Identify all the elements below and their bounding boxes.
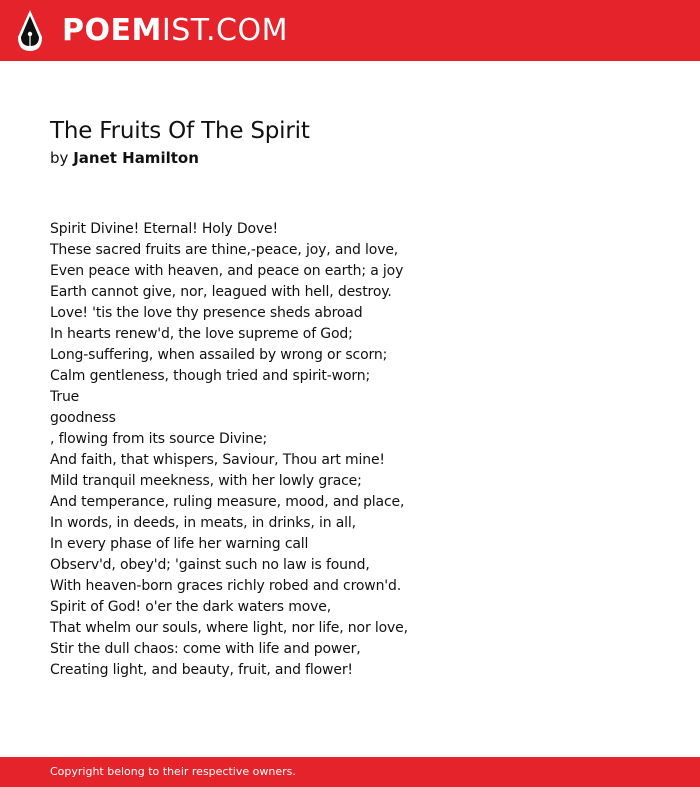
- poem-line: Stir the dull chaos: come with life and power,: [50, 641, 361, 657]
- poem-line: Creating light, and beauty, fruit, and flower!: [50, 662, 353, 678]
- by-label: by: [50, 149, 69, 167]
- poem-line: Love! 'tis the love thy presence sheds abroad: [50, 305, 363, 321]
- poem-line: Even peace with heaven, and peace on earth; a joy: [50, 263, 404, 279]
- poem-line: Spirit of God! o'er the dark waters move,: [50, 599, 332, 615]
- poem-line: In hearts renew'd, the love supreme of God;: [50, 326, 353, 342]
- poem-line: Long-suffering, when assailed by wrong or scorn;: [50, 347, 388, 363]
- site-footer: [0, 757, 700, 787]
- site-header: [0, 0, 700, 61]
- poem-line: Observ'd, obey'd; 'gainst such no law is found,: [50, 557, 370, 573]
- poem-line: And faith, that whispers, Saviour, Thou art mine!: [50, 452, 385, 468]
- poem-line: Spirit Divine! Eternal! Holy Dove!: [50, 221, 278, 237]
- poem-line: With heaven-born graces richly robed and crown'd.: [50, 578, 402, 594]
- poem-line: In every phase of life her warning call: [50, 536, 309, 552]
- poem-line: In words, in deeds, in meats, in drinks, in all,: [50, 515, 356, 531]
- poem-line: True: [50, 389, 80, 405]
- poem-line: Mild tranquil meekness, with her lowly grace;: [50, 473, 362, 489]
- copyright-text: Copyright belong to their respective owners.: [50, 765, 296, 778]
- poem-line: Earth cannot give, nor, leagued with hell, destroy.: [50, 284, 392, 300]
- pen-nib-icon[interactable]: [17, 10, 43, 51]
- brand-name-light: IST.COM: [161, 13, 288, 48]
- poem-line: goodness: [50, 410, 116, 426]
- poem-body: [50, 219, 408, 681]
- author-name: Janet Hamilton: [73, 149, 199, 167]
- poem-line: And temperance, ruling measure, mood, and place,: [50, 494, 405, 510]
- poem-byline: [50, 148, 199, 168]
- poem-line: That whelm our souls, where light, nor life, nor love,: [50, 620, 408, 636]
- poem-line: These sacred fruits are thine,-peace, joy, and love,: [50, 242, 399, 258]
- brand-name-bold: POEM: [62, 13, 162, 48]
- site-logo-link[interactable]: [62, 11, 288, 51]
- poem-line: , flowing from its source Divine;: [50, 431, 268, 447]
- poem-title: The Fruits Of The Spirit: [50, 118, 310, 144]
- poem-line: Calm gentleness, though tried and spirit-worn;: [50, 368, 371, 384]
